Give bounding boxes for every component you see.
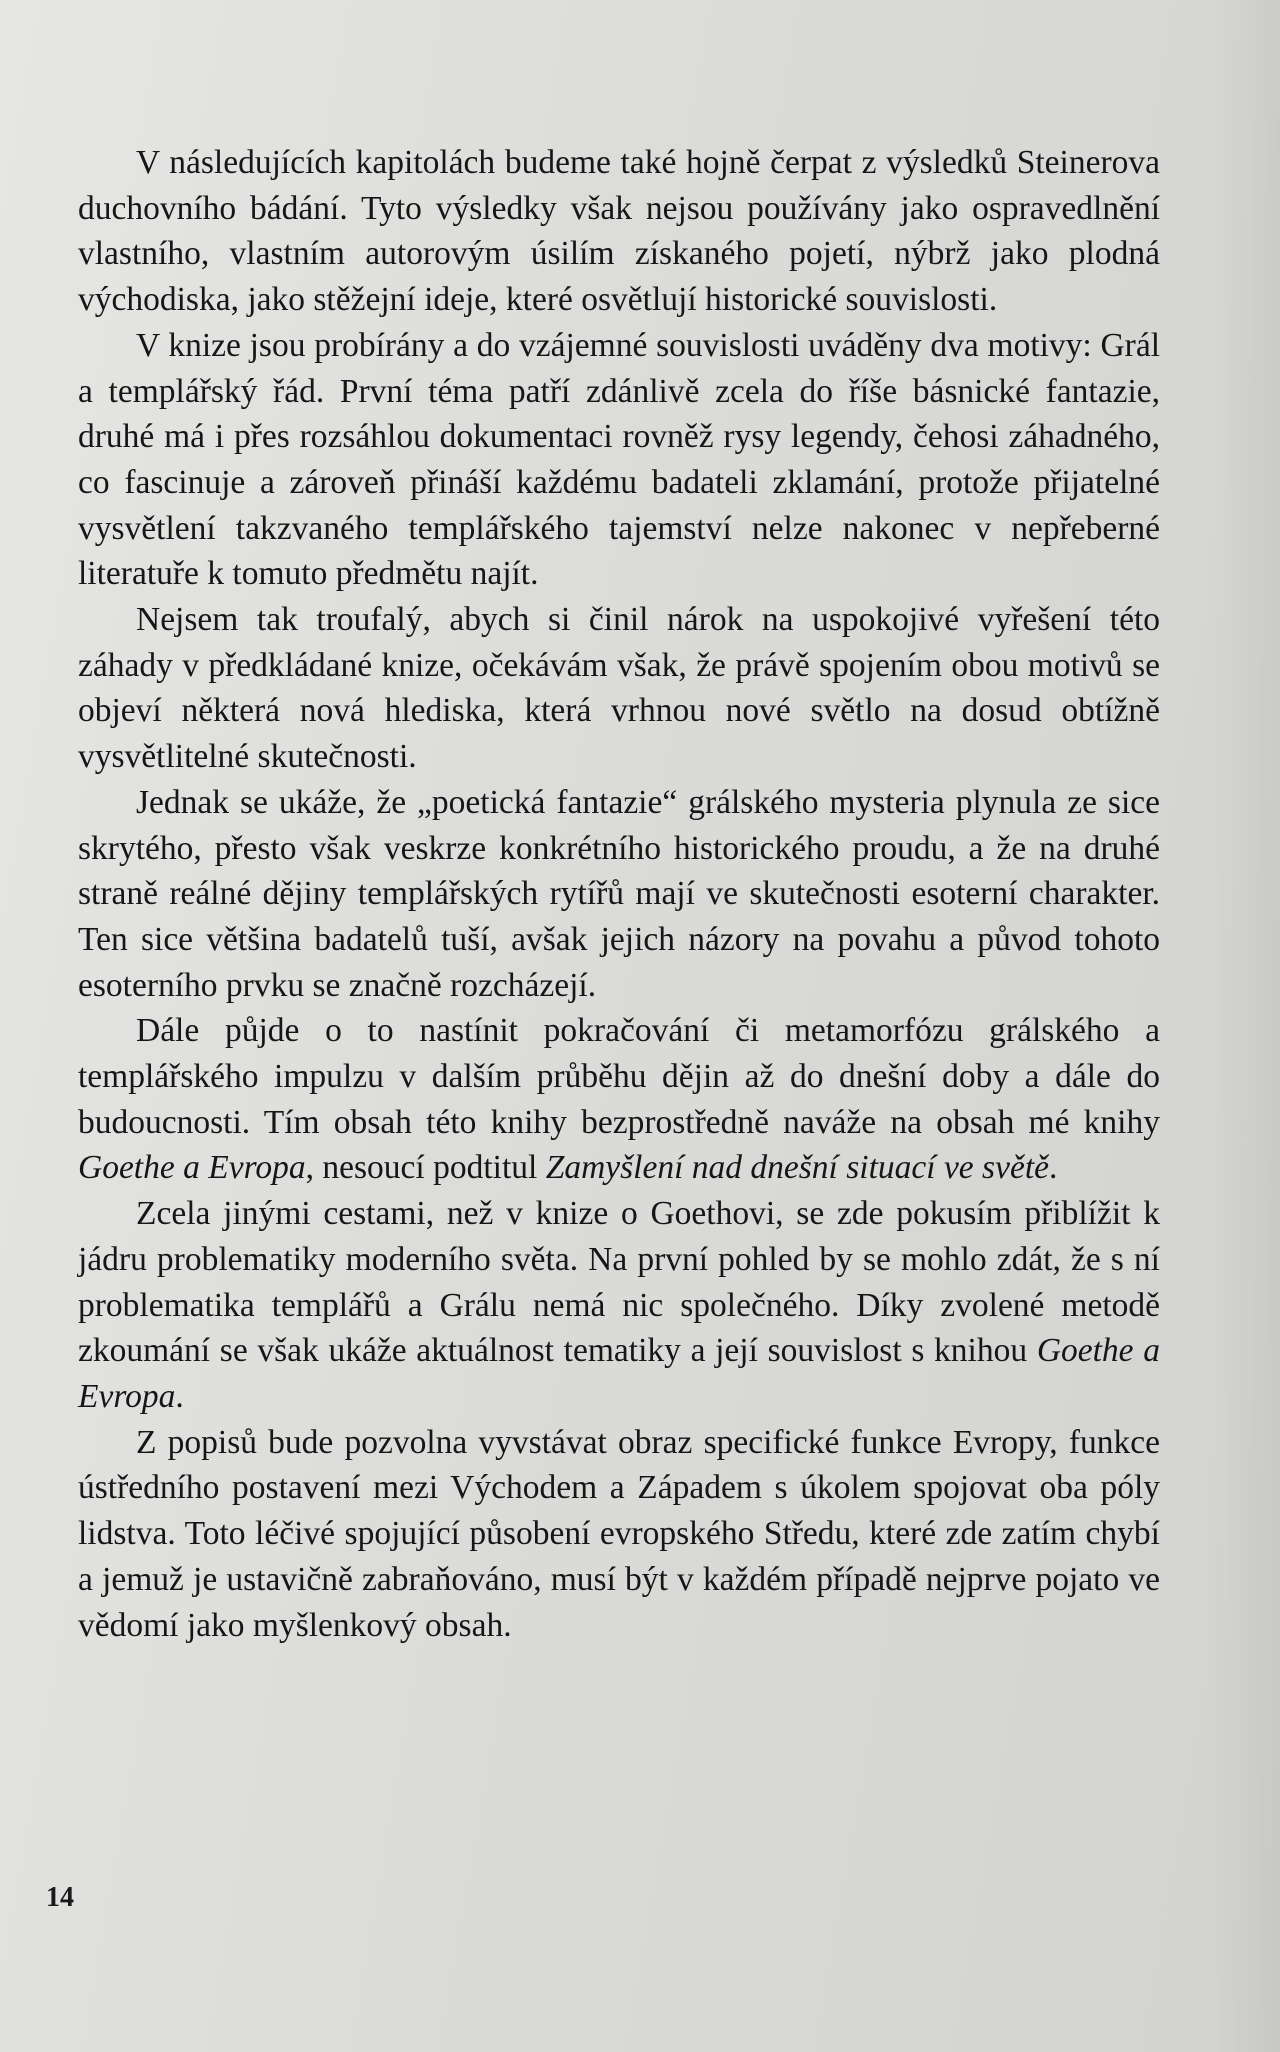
paragraph-7: Z popisů bude pozvolna vyvstávat obraz specifické funkce Evropy, funkce ústředního postavení mezi Východem a Západem s úkolem spojovat oba póly lidstva. Toto léčivé spojující působení evropského Středu, které zde zatím chybí a jemuž je ustavičně zabraňováno, musí být v každém případě nejprve pojato ve vědomí jako myšlenkový obsah.: [78, 1423, 1160, 1644]
paragraph-5-text-b: , nesoucí podtitul: [305, 1149, 546, 1187]
paragraph-6-text-b: .: [175, 1377, 184, 1415]
paragraph-4: Jednak se ukáže, že „poetická fantazie“ grálského mysteria plynula ze sice skrytého, přesto však veskrze konkrétního historického proudu, a že na druhé straně reálné dějiny templářských rytířů mají ve skutečnosti esoterní charakter. Ten sice většina badatelů tuší, avšak jejich názory na povahu a původ tohoto esoterního prvku se značně rozcházejí.: [78, 783, 1160, 1004]
book-title-italic-2: Goethe a Evropa: [78, 1332, 1160, 1415]
paragraph-5-text-a: Dále půjde o to nastínit pokračování či metamorfózu grálského a templářského impulzu v dalším průběhu dějin až do dnešní doby a dále do budoucnosti. Tím obsah této knihy bezprostředně naváže na obsah mé knihy: [78, 1012, 1160, 1141]
paragraph-5-text-c: .: [1049, 1149, 1058, 1187]
paragraph-3: Nejsem tak troufalý, abych si činil nárok na uspokojivé vyřešení této záhady v předkládané knize, očekávám však, že právě spojením obou motivů se objeví některá nová hlediska, která vrhnou nové světlo na dosud obtížně vysvětlitelné skutečnosti.: [78, 601, 1160, 776]
page-number: 14: [46, 1882, 74, 1913]
paragraph-1: V následujících kapitolách budeme také hojně čerpat z výsledků Steinerova duchovního bádání. Tyto výsledky však nejsou používány jako ospravedlnění vlastního, vlastním autorovým úsilím získaného pojetí, nýbrž jako plodná východiska, jako stěžejní ideje, které osvětlují historické souvislosti.: [78, 144, 1160, 319]
page-edge-shadow: [1210, 0, 1280, 2052]
book-title-italic: Goethe a Evropa: [78, 1149, 306, 1187]
paragraph-6-text-a: Zcela jinými cestami, než v knize o Goethovi, se zde pokusím přiblížit k jádru problematiky moderního světa. Na první pohled by se mohlo zdát, že s ní problematika templářů a Grálu nemá nic společného. Díky zvolené metodě zkoumání se však ukáže aktuálnost tematiky a její souvislost s knihou: [78, 1195, 1160, 1370]
paragraph-2: V knize jsou probírány a do vzájemné souvislosti uváděny dva motivy: Grál a templářský řád. První téma patří zdánlivě zcela do říše básnické fantazie, druhé má i přes rozsáhlou dokumentaci rovněž rysy legendy, čehosi záhadného, co fascinuje a zároveň přináší každému badateli zklamání, protože přijatelné vysvětlení takzvaného templářského tajemství nelze nakonec v nepřeberné literatuře k tomuto předmětu najít.: [78, 326, 1160, 593]
paragraph-5: [78, 1008, 1160, 1191]
paragraph-6: [78, 1191, 1160, 1420]
body-text: [78, 140, 1160, 1648]
subtitle-italic: Zamyšlení nad dnešní situací ve světě: [545, 1149, 1050, 1187]
